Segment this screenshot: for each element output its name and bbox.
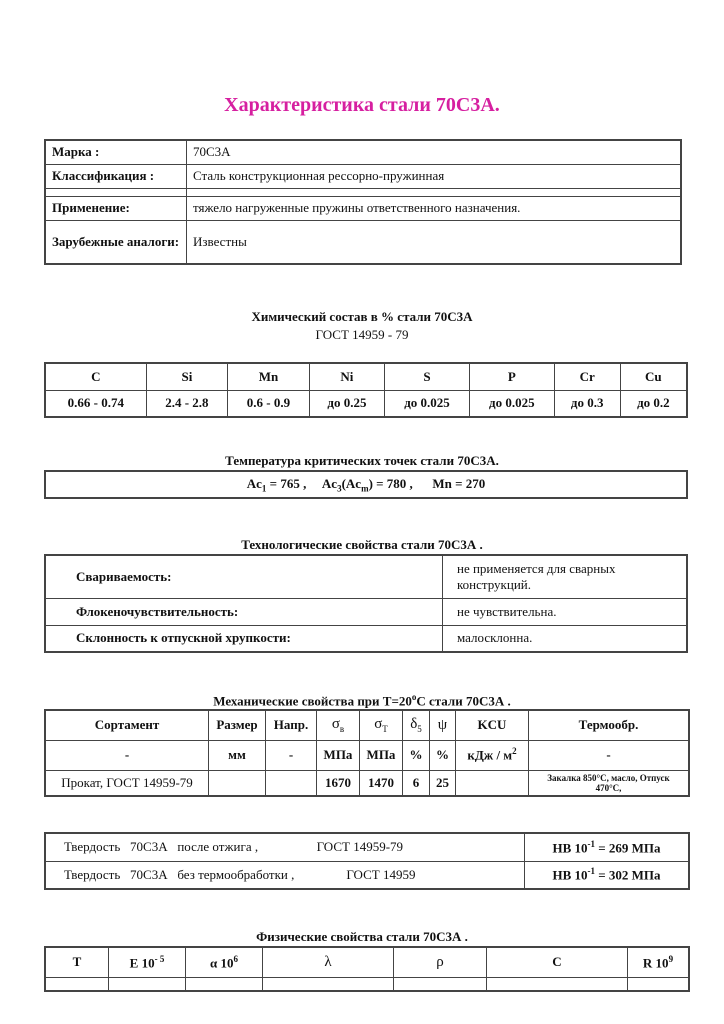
- chem-value: 2.4 - 2.8: [146, 390, 228, 417]
- chem-table: [44, 362, 688, 418]
- ac3-label: Ac: [321, 475, 338, 491]
- chem-value: 0.6 - 0.9: [228, 390, 310, 417]
- mech-cell: [209, 770, 266, 796]
- mn-value: Mn = 270: [432, 475, 486, 491]
- e-sup: - 5: [154, 953, 165, 964]
- mech-unit: -: [45, 740, 209, 770]
- e-label: E 10: [129, 954, 155, 970]
- tech-table: [44, 554, 688, 653]
- mech-unit: %: [403, 740, 430, 770]
- phys-header: C: [487, 947, 628, 977]
- phys-header: λ: [263, 947, 394, 977]
- analogs-label: Зарубежные аналоги:: [45, 220, 187, 264]
- mech-header: KCU: [456, 710, 529, 740]
- delta-symbol: δ: [410, 716, 418, 733]
- mech-header: [403, 710, 430, 740]
- mech-cell: 25: [430, 770, 456, 796]
- mech-title: [0, 692, 724, 709]
- mech-header: Сортамент: [45, 710, 209, 740]
- hardness-annealed-text: Твердость 70С3А после отжига , ГОСТ 14959-79: [45, 833, 525, 861]
- hardness-untreated-text: Твердость 70С3А без термообработки , ГОСТ 14959: [45, 861, 525, 889]
- mech-unit: МПа: [317, 740, 360, 770]
- mech-unit: %: [430, 740, 456, 770]
- analogs-value: Известны: [187, 220, 682, 264]
- r-label: R 10: [642, 954, 669, 970]
- sigma-t-sub: T: [382, 724, 388, 735]
- critical-title: Температура критических точек стали 70С3А.: [225, 453, 499, 468]
- chem-header: Si: [146, 363, 228, 390]
- chem-value: 0.66 - 0.74: [45, 390, 146, 417]
- phys-table: [44, 946, 690, 992]
- kcu-unit-sup: 2: [512, 746, 517, 757]
- alpha-label: α 10: [209, 954, 234, 970]
- chem-header: S: [385, 363, 470, 390]
- hb-label: HB 10: [552, 839, 588, 855]
- mech-unit: мм: [209, 740, 266, 770]
- tech-title: Технологические свойства стали 70С3А .: [241, 537, 483, 552]
- phys-title: Физические свойства стали 70С3А .: [256, 929, 468, 944]
- chem-header: C: [45, 363, 146, 390]
- classification-label: Классификация :: [45, 164, 187, 188]
- mech-unit: МПа: [360, 740, 403, 770]
- chem-title: Химический состав в % стали 70С3А: [251, 309, 473, 324]
- mech-cell: Прокат, ГОСТ 14959-79: [45, 770, 209, 796]
- acm-sub: m: [361, 483, 369, 494]
- phys-header: [628, 947, 690, 977]
- chem-header: Cr: [554, 363, 620, 390]
- brand-label: Марка :: [45, 140, 187, 164]
- chem-value: до 0.3: [554, 390, 620, 417]
- mech-cell: 1470: [360, 770, 403, 796]
- mech-unit: -: [529, 740, 690, 770]
- sigma-b-symbol: σ: [331, 716, 340, 733]
- hb-value: = 302 МПа: [595, 867, 661, 883]
- critical-table: [44, 470, 688, 499]
- phys-header-row: [45, 947, 689, 977]
- weldability-label: Свариваемость:: [45, 555, 443, 598]
- mech-cell: [456, 770, 529, 796]
- mech-header: Термообр.: [529, 710, 690, 740]
- mech-table: [44, 709, 690, 797]
- alpha-sup: 6: [233, 953, 238, 964]
- hb-label: HB 10: [552, 867, 588, 883]
- mech-header: ψ: [430, 710, 456, 740]
- temper-label: Склонность к отпускной хрупкости:: [45, 625, 443, 652]
- delta-sub: 5: [417, 724, 422, 735]
- critical-points: [45, 471, 687, 498]
- chem-header: P: [469, 363, 554, 390]
- hb-sup: -1: [587, 866, 595, 877]
- mech-header: [317, 710, 360, 740]
- chem-value: до 0.025: [385, 390, 470, 417]
- mech-title-text: Механические свойства при Т=20: [213, 693, 412, 709]
- mech-header: Размер: [209, 710, 266, 740]
- hardness-untreated-value: [525, 861, 690, 889]
- application-label: Применение:: [45, 196, 187, 220]
- flake-label: Флокеночувствительность:: [45, 598, 443, 625]
- phys-header: [109, 947, 186, 977]
- acm-label: (Ac: [341, 475, 362, 491]
- flake-value: не чувствительна.: [443, 598, 688, 625]
- mech-cell: Закалка 850°C, масло, Отпуск 470°C,: [529, 770, 690, 796]
- mech-header: [360, 710, 403, 740]
- hardness-annealed-value: [525, 833, 690, 861]
- phys-header: ρ: [394, 947, 487, 977]
- mech-title-sup: o: [411, 692, 417, 702]
- chem-subtitle: ГОСТ 14959 - 79: [315, 327, 409, 342]
- mech-header: Напр.: [266, 710, 317, 740]
- classification-value: Сталь конструкционная рессорно-пружинная: [187, 164, 682, 188]
- mech-title-end: С стали 70С3А .: [416, 693, 511, 709]
- kcu-unit: кДж / м: [467, 747, 513, 763]
- temper-value: малосклонна.: [443, 625, 688, 652]
- mech-cell: 1670: [317, 770, 360, 796]
- chem-value-row: [45, 390, 687, 417]
- application-value: тяжело нагруженные пружины ответственного назначения.: [187, 196, 682, 220]
- mech-unit-row: [45, 740, 689, 770]
- mech-unit: -: [266, 740, 317, 770]
- mech-header-row: [45, 710, 689, 740]
- ac1-label: Ac: [246, 475, 262, 491]
- ac3-value: ) = 780 ,: [368, 475, 413, 491]
- weldability-value: не применяется для сварных конструкций.: [443, 555, 688, 598]
- chem-header: Ni: [309, 363, 384, 390]
- ac3-sub: 3: [337, 483, 342, 494]
- sigma-t-symbol: σ: [374, 716, 383, 733]
- chem-header: Cu: [620, 363, 687, 390]
- hardness-table: [44, 832, 690, 890]
- chem-header: Mn: [228, 363, 310, 390]
- chem-value: до 0.25: [309, 390, 384, 417]
- chem-header-row: [45, 363, 687, 390]
- hb-value: = 269 МПа: [595, 839, 661, 855]
- mech-cell: 6: [403, 770, 430, 796]
- brand-value: 70С3А: [187, 140, 682, 164]
- general-table: [44, 139, 682, 265]
- chem-value: до 0.2: [620, 390, 687, 417]
- chem-value: до 0.025: [469, 390, 554, 417]
- r-sup: 9: [668, 953, 674, 964]
- page-title: Характеристика стали 70С3А.: [224, 94, 500, 116]
- hb-sup: -1: [587, 838, 595, 849]
- phys-header: [186, 947, 263, 977]
- sigma-b-sub: в: [339, 724, 345, 735]
- ac1-value: = 765 ,: [266, 475, 307, 491]
- mech-unit: [456, 740, 529, 770]
- mech-data-row: [45, 770, 689, 796]
- mech-cell: [266, 770, 317, 796]
- phys-header: T: [45, 947, 109, 977]
- ac1-sub: 1: [261, 483, 267, 494]
